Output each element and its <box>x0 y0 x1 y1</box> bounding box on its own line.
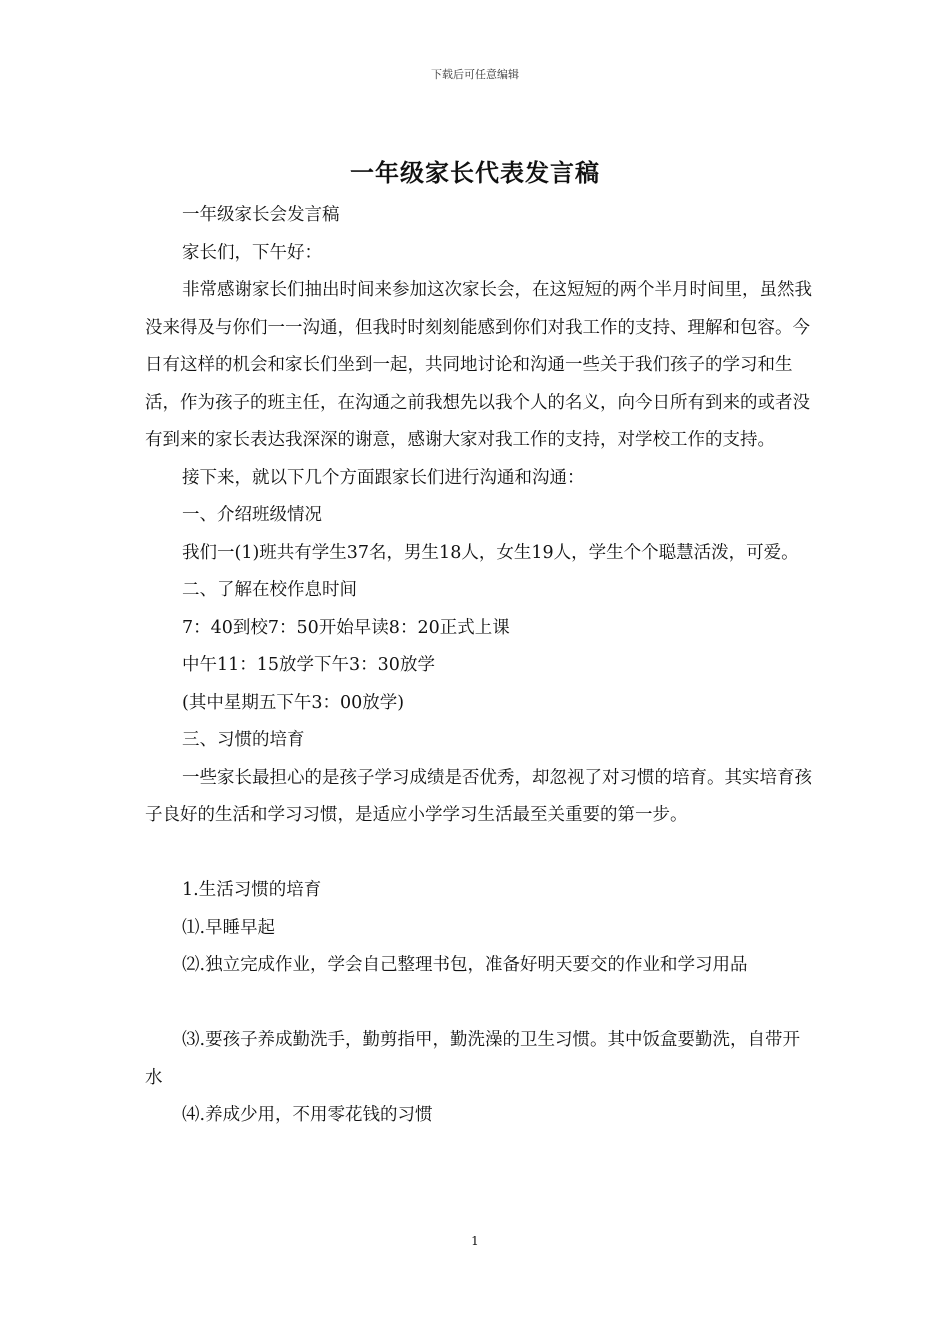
paragraph-class-info: 我们一(1)班共有学生37名，男生18人，女生19人，学生个个聪慧活泼，可爱。 <box>182 542 799 563</box>
paragraph-thanks: 非常感谢家长们抽出时间来参加这次家长会，在这短短的两个半月时间里，虽然我没来得及与你们一一沟通，但我时时刻刻能感到你们对我工作的支持、理解和包容。今日有这样的机会和家长们坐到一起，共同地讨论和沟通一些关于我们孩子的学习和生活，作为孩子的班主任，在沟通之前我想先以我个人的名义，向今日所有到来的或者没有到来的家长表达我深深的谢意，感谢大家对我工作的支持，对学校工作的支持。 <box>145 280 812 450</box>
section-heading-habits: 三、习惯的培育 <box>182 730 305 750</box>
header-note: 下载后可任意编辑 <box>431 68 519 81</box>
section-heading-class-info: 一、介绍班级情况 <box>182 505 322 525</box>
schedule-afternoon: 中午11：15放学下午3：30放学 <box>182 655 435 675</box>
list-item: ⑷.养成少用，不用零花钱的习惯 <box>182 1105 433 1125</box>
paragraph-spacer <box>145 835 813 873</box>
subheading-life-habits: 1.生活习惯的培育 <box>182 880 322 900</box>
document-body <box>145 197 813 1135</box>
paragraph-spacer <box>145 985 813 1023</box>
paragraph-subtitle: 一年级家长会发言稿 <box>182 205 340 225</box>
paragraph-habits: 一些家长最担心的是孩子学习成绩是否优秀，却忽视了对习惯的培育。其实培育孩子良好的生活和学习习惯，是适应小学学习生活最至关重要的第一步。 <box>145 767 812 825</box>
list-item: ⑶.要孩子养成勤洗手，勤剪指甲，勤洗澡的卫生习惯。其中饭盒要勤洗，自带开水 <box>145 1030 801 1088</box>
list-item: ⑵.独立完成作业，学会自己整理书包，准备好明天要交的作业和学习用品 <box>182 955 748 975</box>
section-heading-schedule: 二、了解在校作息时间 <box>182 580 357 600</box>
document-title: 一年级家长代表发言稿 <box>350 158 600 187</box>
page-number: 1 <box>471 1234 479 1248</box>
list-item: ⑴.早睡早起 <box>182 917 276 938</box>
paragraph-intro: 接下来，就以下几个方面跟家长们进行沟通和沟通： <box>182 467 585 488</box>
paragraph-greeting: 家长们，下午好： <box>182 242 322 263</box>
schedule-morning: 7：40到校7：50开始早读8：20正式上课 <box>182 617 510 638</box>
schedule-friday-note: (其中星期五下午3：00放学) <box>182 692 405 713</box>
